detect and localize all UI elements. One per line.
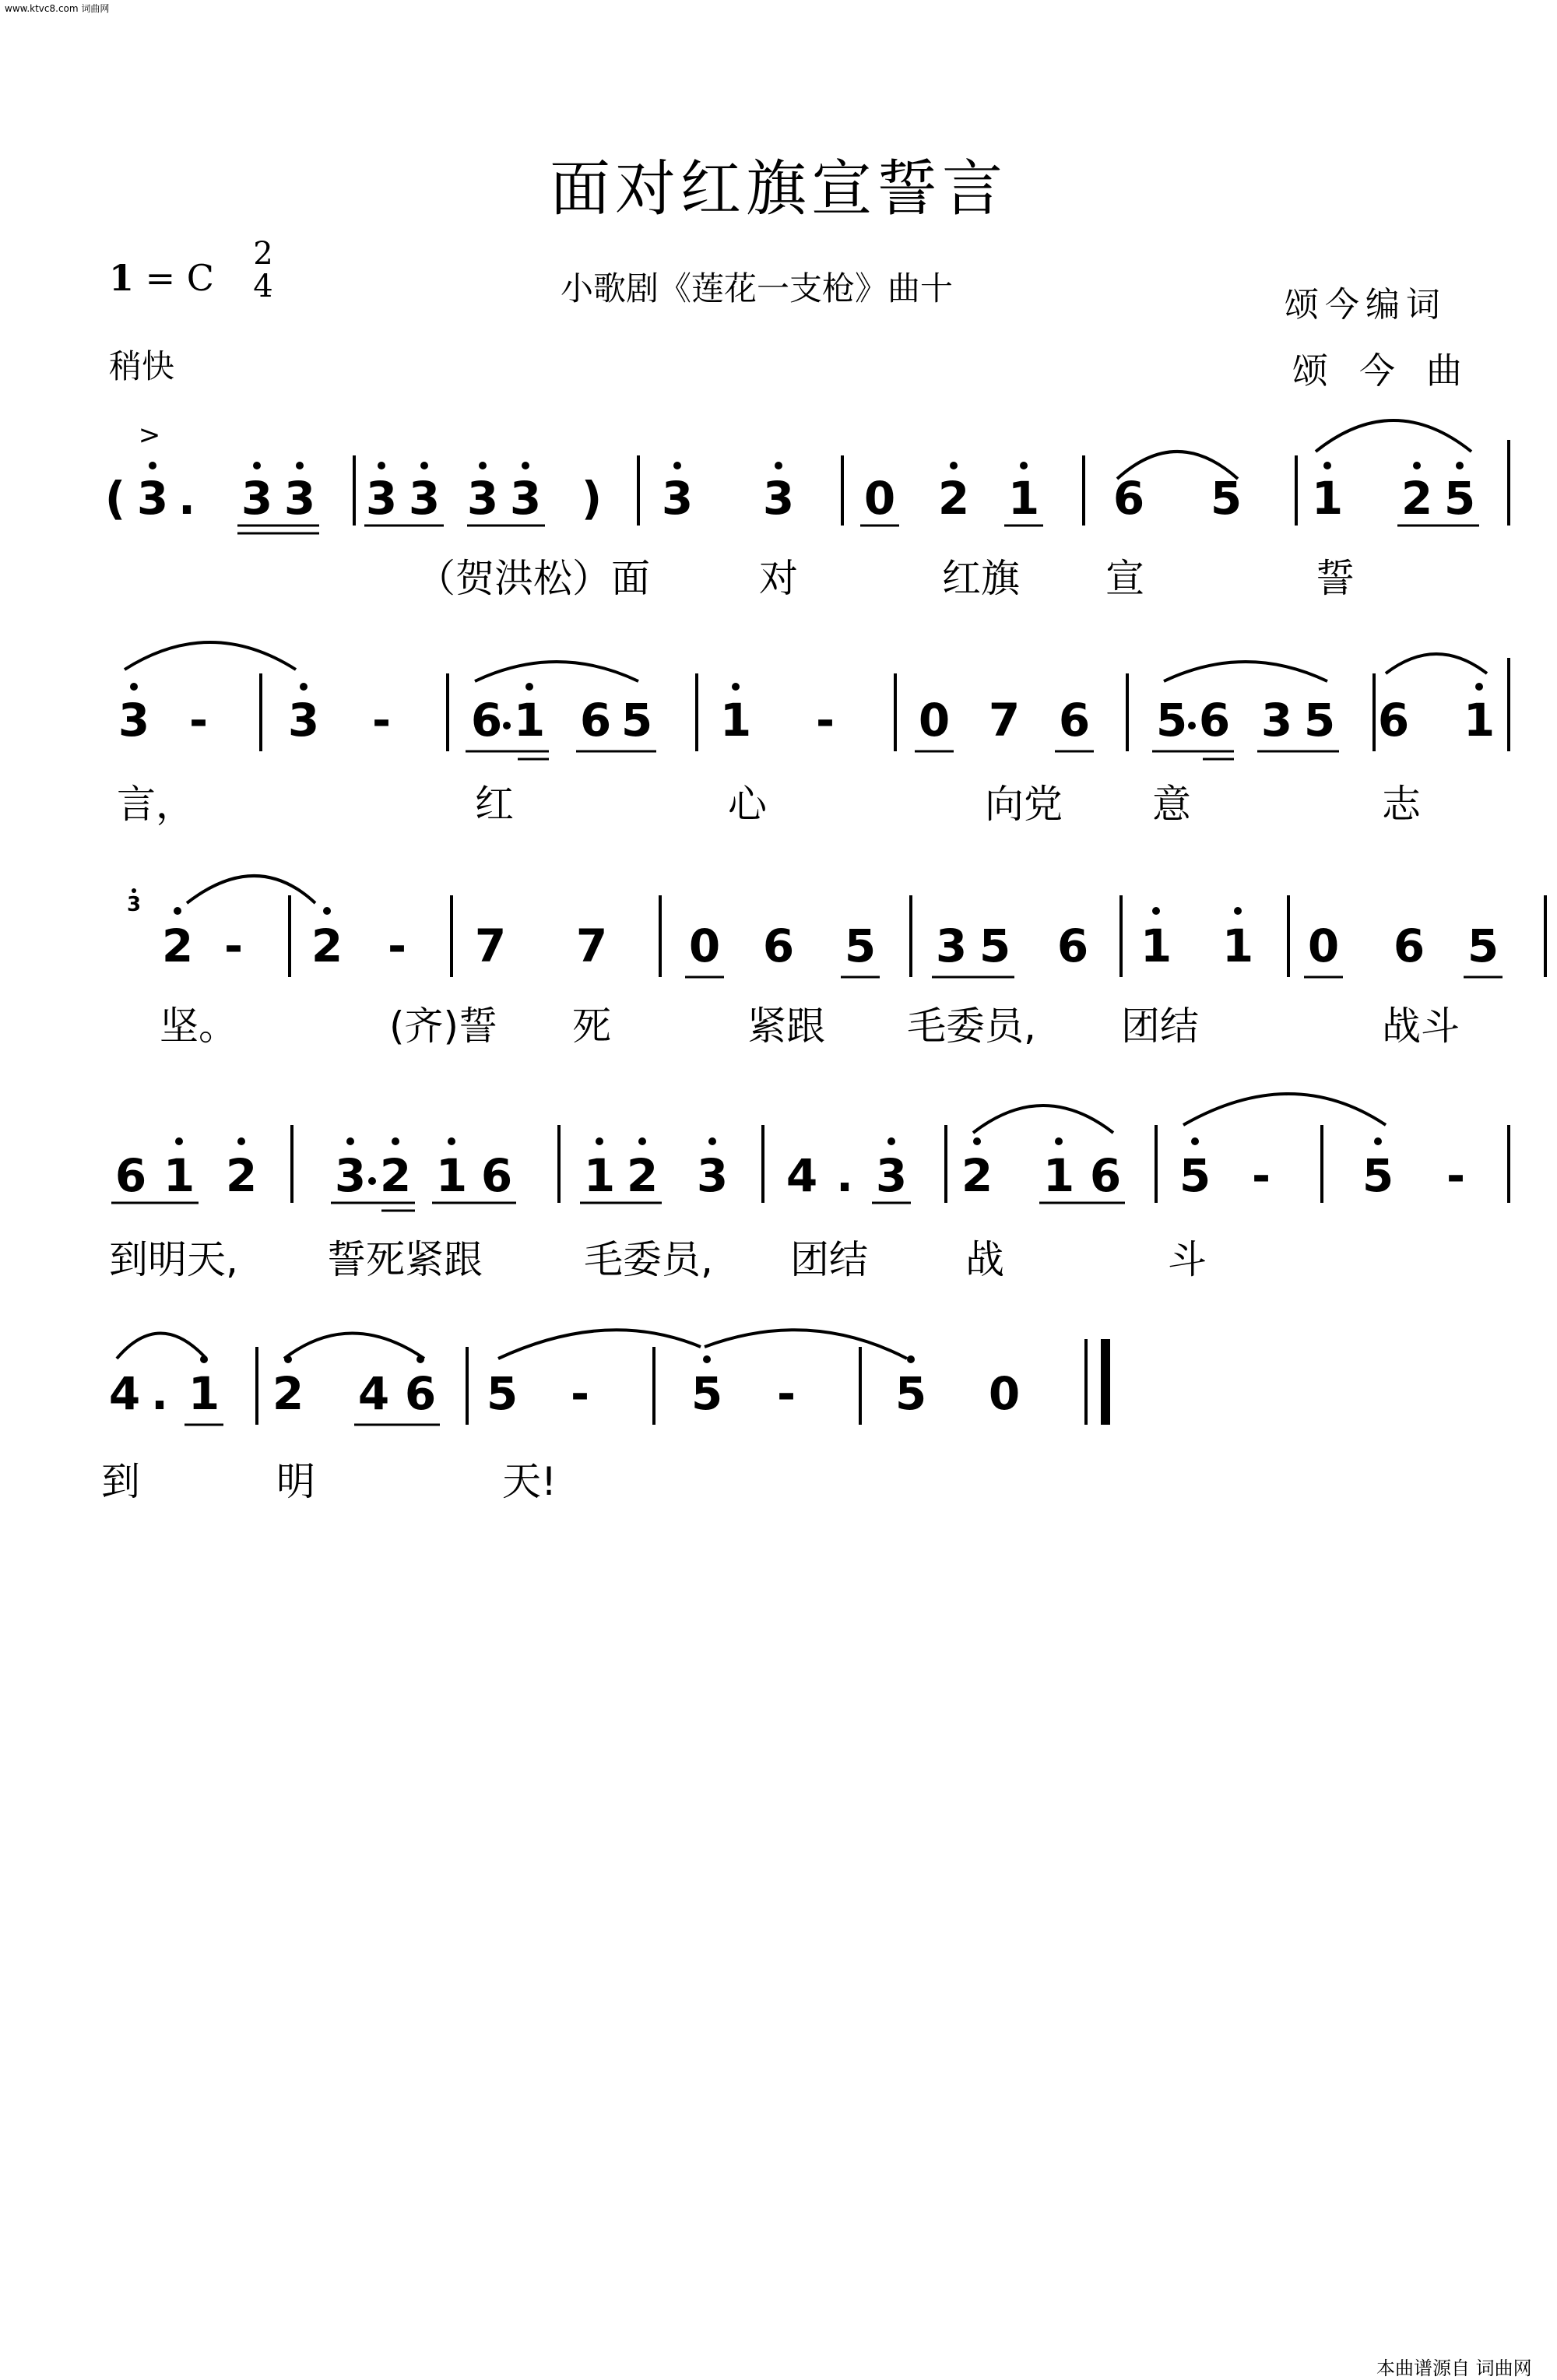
octave-dot <box>1020 462 1028 469</box>
note: . <box>177 472 196 525</box>
note: 3 <box>466 472 499 525</box>
slur <box>1164 662 1327 681</box>
note: ) <box>581 472 603 525</box>
note: 5 <box>1443 472 1476 525</box>
octave-dot <box>1055 1137 1063 1145</box>
note: 6 <box>114 1149 147 1202</box>
score-line-5 <box>101 1330 1105 1504</box>
note: 5 <box>1210 472 1242 525</box>
note: 2 <box>937 472 970 525</box>
lyric: 坚。 <box>160 1004 237 1049</box>
lyric: 心 <box>728 782 767 827</box>
note: 3 <box>334 1149 367 1202</box>
tempo-marking: 稍快 <box>109 347 175 385</box>
slur <box>1386 654 1487 673</box>
accent-mark: > <box>138 420 161 451</box>
subtitle: 小歌剧《莲花一支枪》曲十 <box>561 269 954 308</box>
lyric: 天! <box>502 1459 557 1504</box>
octave-dot <box>703 1355 711 1363</box>
note: 1 <box>719 694 752 747</box>
note: 1 <box>1463 694 1495 747</box>
note: 3 <box>509 472 542 525</box>
note: - <box>1446 1149 1466 1202</box>
note: 6 <box>1112 472 1145 525</box>
note: 3 <box>118 694 150 747</box>
octave-dot <box>596 1137 603 1145</box>
lyric: 团结 <box>790 1237 868 1282</box>
octave-dot <box>525 683 533 691</box>
octave-dot <box>1413 462 1421 469</box>
octave-dot <box>378 462 385 469</box>
slur <box>705 1330 907 1359</box>
octave-dot <box>237 1137 245 1145</box>
note: 4 <box>108 1367 141 1420</box>
octave-dot <box>300 683 308 691</box>
note: 6 <box>1198 694 1231 747</box>
lyric: 言， <box>117 782 195 827</box>
lyric: （贺洪松）面 <box>416 556 650 601</box>
time-signature-bottom: 4 <box>253 269 273 304</box>
note: 1 <box>513 694 546 747</box>
lyric: 红旗 <box>942 556 1020 601</box>
octave-dot <box>950 462 958 469</box>
note: 1 <box>435 1149 468 1202</box>
octave-dot <box>887 1137 895 1145</box>
score-line-4 <box>109 1094 1509 1282</box>
lyric: 到 <box>101 1459 140 1504</box>
note: 1 <box>1007 472 1040 525</box>
note: 6 <box>1089 1149 1122 1202</box>
note: 1 <box>1311 472 1344 525</box>
octave-dot <box>132 888 136 893</box>
octave-dot <box>392 1137 399 1145</box>
note: 5 <box>1303 694 1336 747</box>
score-line-3 <box>127 876 1545 1049</box>
octave-dot <box>638 1137 646 1145</box>
duration-dot <box>1188 722 1196 729</box>
note: 1 <box>583 1149 616 1202</box>
note: 3 <box>241 472 273 525</box>
composer-credit: 颂今曲 <box>1292 350 1493 392</box>
note: 0 <box>863 472 896 525</box>
octave-dot <box>1152 907 1160 915</box>
octave-dot <box>907 1355 915 1363</box>
octave-dot <box>1323 462 1331 469</box>
lyric: 红 <box>475 782 514 827</box>
note: 2 <box>225 1149 258 1202</box>
slur <box>187 876 315 903</box>
page-title: 面对红旗宣誓言 <box>549 154 1007 224</box>
duration-dot <box>503 722 511 729</box>
slur <box>475 662 638 681</box>
octave-dot <box>346 1137 354 1145</box>
lyric: 团结 <box>1121 1004 1199 1049</box>
note: 6 <box>480 1149 513 1202</box>
lyric: 誓死紧跟 <box>327 1237 483 1282</box>
note: - <box>223 919 244 972</box>
lyric: 紧跟 <box>747 1004 825 1049</box>
note: 6 <box>470 694 503 747</box>
note: 6 <box>762 919 795 972</box>
note: 5 <box>979 919 1011 972</box>
note: 1 <box>1042 1149 1075 1202</box>
note: - <box>387 919 407 972</box>
note: 3 <box>762 472 795 525</box>
note: - <box>188 694 209 747</box>
octave-dot <box>673 462 681 469</box>
key-name: = C <box>134 257 214 299</box>
octave-dot <box>708 1137 716 1145</box>
note: 5 <box>1362 1149 1394 1202</box>
lyric: 志 <box>1382 782 1421 827</box>
note: 5 <box>844 919 877 972</box>
note: 2 <box>961 1149 993 1202</box>
octave-dot <box>1191 1137 1199 1145</box>
note: 6 <box>1058 694 1091 747</box>
lyric: 到明天, <box>109 1237 238 1282</box>
slur <box>1183 1094 1386 1125</box>
note: 3 <box>287 694 320 747</box>
note: - <box>776 1367 796 1420</box>
note: 1 <box>1140 919 1172 972</box>
note: 0 <box>688 919 721 972</box>
octave-dot <box>479 462 487 469</box>
watermark: www.ktvc8.com 词曲网 <box>5 3 110 14</box>
note: 3 <box>408 472 441 525</box>
score-line-1 <box>105 420 1509 601</box>
slur <box>1316 420 1471 452</box>
octave-dot <box>130 683 138 691</box>
lyric: (齐)誓 <box>389 1004 498 1049</box>
slur <box>284 1334 424 1359</box>
note: 6 <box>404 1367 437 1420</box>
slur <box>125 642 296 670</box>
octave-dot <box>420 462 428 469</box>
note: - <box>1251 1149 1271 1202</box>
note: 2 <box>161 919 194 972</box>
note: . <box>150 1367 169 1420</box>
note: 3 <box>283 472 316 525</box>
slur <box>498 1330 701 1359</box>
lyric: 明 <box>276 1459 315 1504</box>
note: 6 <box>1393 919 1425 972</box>
lyric: 誓 <box>1316 556 1355 601</box>
lyric: 对 <box>759 556 798 601</box>
octave-dot <box>296 462 304 469</box>
octave-dot <box>175 1137 183 1145</box>
note: . <box>835 1149 854 1202</box>
octave-dot <box>149 462 156 469</box>
note: 3 <box>935 919 968 972</box>
note: - <box>815 694 835 747</box>
note: 5 <box>620 694 653 747</box>
note: 6 <box>579 694 612 747</box>
score-line-2 <box>117 642 1509 827</box>
note: 6 <box>1056 919 1089 972</box>
note: 0 <box>1307 919 1340 972</box>
octave-dot <box>522 462 529 469</box>
slur <box>117 1334 206 1359</box>
octave-dot <box>323 907 331 915</box>
note: 3 <box>661 472 694 525</box>
octave-dot <box>253 462 261 469</box>
note: 3 <box>1260 694 1293 747</box>
note: 2 <box>311 919 343 972</box>
lyric: 毛委员, <box>907 1004 1036 1049</box>
key-tonic: 1 <box>109 257 135 299</box>
octave-dot <box>1456 462 1464 469</box>
time-signature-top: 2 <box>253 236 273 272</box>
note: 7 <box>988 694 1021 747</box>
lyric: 宣 <box>1105 556 1144 601</box>
octave-dot <box>448 1137 455 1145</box>
slur <box>973 1106 1113 1133</box>
footer-source: 本曲谱源自 词曲网 <box>1376 2357 1532 2379</box>
note: 6 <box>1377 694 1410 747</box>
note: 5 <box>1179 1149 1211 1202</box>
octave-dot <box>973 1137 981 1145</box>
lyric: 战斗 <box>1382 1004 1460 1049</box>
octave-dot <box>732 683 740 691</box>
octave-dot <box>1374 1137 1382 1145</box>
note: 4 <box>357 1367 390 1420</box>
note: 1 <box>163 1149 195 1202</box>
octave-dot <box>174 907 181 915</box>
note: 2 <box>626 1149 659 1202</box>
note: 3 <box>365 472 398 525</box>
lyric: 战 <box>965 1237 1004 1282</box>
note: 2 <box>379 1149 412 1202</box>
note: 3 <box>136 472 169 525</box>
duration-dot <box>368 1177 376 1185</box>
note: - <box>570 1367 590 1420</box>
lyricist-credit: 颂今编词 <box>1285 285 1446 325</box>
note: 1 <box>1221 919 1254 972</box>
note: 0 <box>918 694 951 747</box>
lyric: 死 <box>572 1004 611 1049</box>
lyric: 意 <box>1152 782 1191 827</box>
note: 5 <box>691 1367 723 1420</box>
note: 3 <box>696 1149 729 1202</box>
octave-dot <box>1234 907 1242 915</box>
note: ( <box>104 472 126 525</box>
note: 5 <box>1467 919 1499 972</box>
note: 3 <box>875 1149 908 1202</box>
note: 7 <box>474 919 507 972</box>
note: 1 <box>188 1367 220 1420</box>
lyric: 向党 <box>985 782 1063 827</box>
note: 5 <box>894 1367 927 1420</box>
note: 0 <box>988 1367 1021 1420</box>
note: 4 <box>786 1149 818 1202</box>
note: 5 <box>1155 694 1188 747</box>
note: 5 <box>486 1367 518 1420</box>
lyric: 毛委员, <box>584 1237 713 1282</box>
note: 7 <box>575 919 608 972</box>
octave-dot <box>775 462 782 469</box>
note: - <box>371 694 392 747</box>
grace-note: 3 <box>126 893 142 916</box>
note: 2 <box>272 1367 304 1420</box>
note: 2 <box>1401 472 1433 525</box>
lyric: 斗 <box>1168 1237 1207 1282</box>
octave-dot <box>1475 683 1483 691</box>
